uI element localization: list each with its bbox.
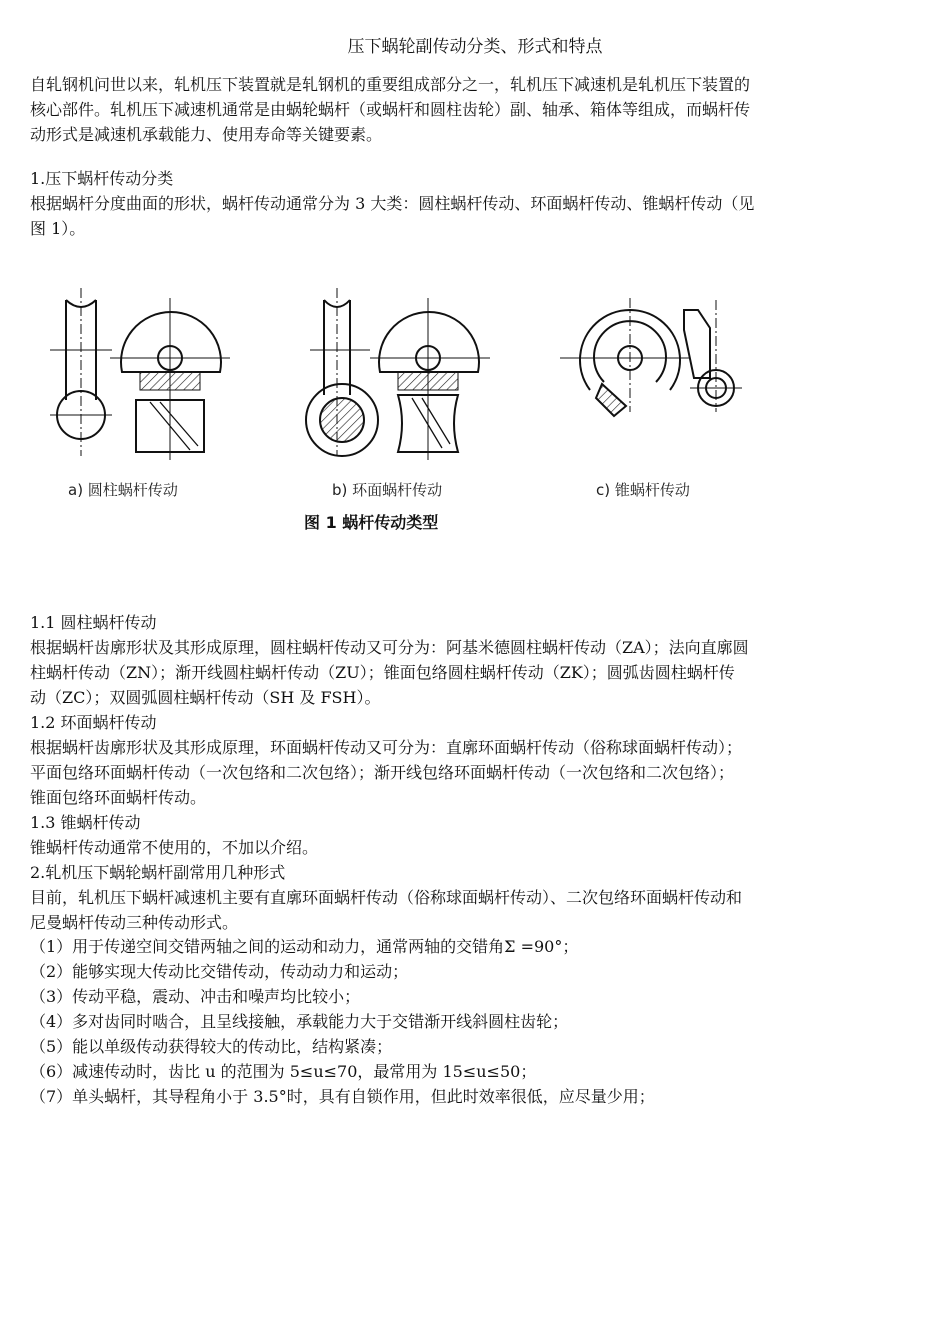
text-line: 尼曼蜗杆传动三种传动形式。: [30, 913, 239, 932]
figure-label-c: c) 锥蜗杆传动: [596, 481, 690, 499]
text-line: 动形式是减速机承载能力、使用寿命等关键要素。: [30, 125, 383, 144]
figure-caption: 图 1 蜗杆传动类型: [304, 513, 439, 532]
section-heading: 2.轧机压下蜗轮蜗杆副常用几种形式: [30, 863, 286, 882]
text-line: 动（ZC）；双圆弧圆柱蜗杆传动（SH 及 FSH）。: [30, 688, 381, 707]
list-item: （1）用于传递空间交错两轴之间的运动和动力，通常两轴的交错角Σ =90°；: [30, 937, 579, 956]
list-item: （5）能以单级传动获得较大的传动比，结构紧凑；: [30, 1037, 393, 1056]
document-title: 压下蜗轮副传动分类、形式和特点: [347, 37, 603, 57]
list-item: （3）传动平稳，震动、冲击和噪声均比较小；: [30, 987, 361, 1006]
section-heading: 1.3 锥蜗杆传动: [30, 813, 141, 832]
text-line: 锥面包络环面蜗杆传动。: [30, 788, 207, 807]
text-line: 自轧钢机问世以来，轧机压下装置就是轧钢机的重要组成部分之一，轧机压下减速机是轧机压下装置的: [30, 75, 751, 94]
diagram-c-spiroid: [560, 298, 742, 416]
text-line: 平面包络环面蜗杆传动（一次包络和二次包络）；渐开线包络环面蜗杆传动（一次包络和二次包络）；: [30, 763, 735, 782]
text-line: 锥蜗杆传动通常不使用的，不加以介绍。: [30, 838, 319, 857]
figure-label-b: b) 环面蜗杆传动: [332, 481, 443, 499]
text-line: 根据蜗杆分度曲面的形状，蜗杆传动通常分为 3 大类：圆柱蜗杆传动、环面蜗杆传动、锥蜗杆传动（见: [30, 194, 755, 213]
text-line: 根据蜗杆齿廓形状及其形成原理，环面蜗杆传动又可分为：直廓环面蜗杆传动（俗称球面蜗杆传动）；: [30, 738, 743, 757]
text-line: 根据蜗杆齿廓形状及其形成原理，圆柱蜗杆传动又可分为：阿基米德圆柱蜗杆传动（ZA）；法向直廓圆: [30, 638, 749, 657]
feature-list: [30, 934, 905, 1109]
section-heading: 1.2 环面蜗杆传动: [30, 713, 157, 732]
text-line: 目前，轧机压下蜗杆减速机主要有直廓环面蜗杆传动（俗称球面蜗杆传动）、二次包络环面蜗杆传动和: [30, 888, 743, 907]
diagram-a-cylindrical: [50, 288, 230, 460]
figure-label-a: a) 圆柱蜗杆传动: [68, 481, 178, 499]
list-item: （6）减速传动时，齿比 u 的范围为 5≤u≤70，最常用为 15≤u≤50；: [30, 1062, 537, 1081]
section-heading: 1.压下蜗杆传动分类: [30, 169, 174, 188]
section-heading: 1.1 圆柱蜗杆传动: [30, 613, 157, 632]
diagram-b-enveloping: [306, 288, 490, 460]
text-line: 柱蜗杆传动（ZN）；渐开线圆柱蜗杆传动（ZU）；锥面包络圆柱蜗杆传动（ZK）；圆弧齿圆柱蜗杆传: [30, 663, 735, 682]
worm-drive-figure: [30, 280, 790, 550]
list-item: （7）单头蜗杆，其导程角小于 3.5°时，具有自锁作用，但此时效率很低，应尽量少用；: [30, 1087, 655, 1106]
text-line: 图 1）。: [30, 219, 86, 238]
list-item: （4）多对齿同时啮合，且呈线接触，承载能力大于交错渐开线斜圆柱齿轮；: [30, 1012, 569, 1031]
text-line: 核心部件。轧机压下减速机通常是由蜗轮蜗杆（或蜗杆和圆柱齿轮）副、轴承、箱体等组成，而蜗杆传: [30, 100, 751, 119]
body-sections: [30, 610, 905, 935]
section-1: [30, 166, 905, 241]
worm-drive-diagram: [30, 280, 790, 550]
intro-paragraph: [30, 72, 905, 147]
list-item: （2）能够实现大传动比交错传动，传动动力和运动；: [30, 962, 409, 981]
